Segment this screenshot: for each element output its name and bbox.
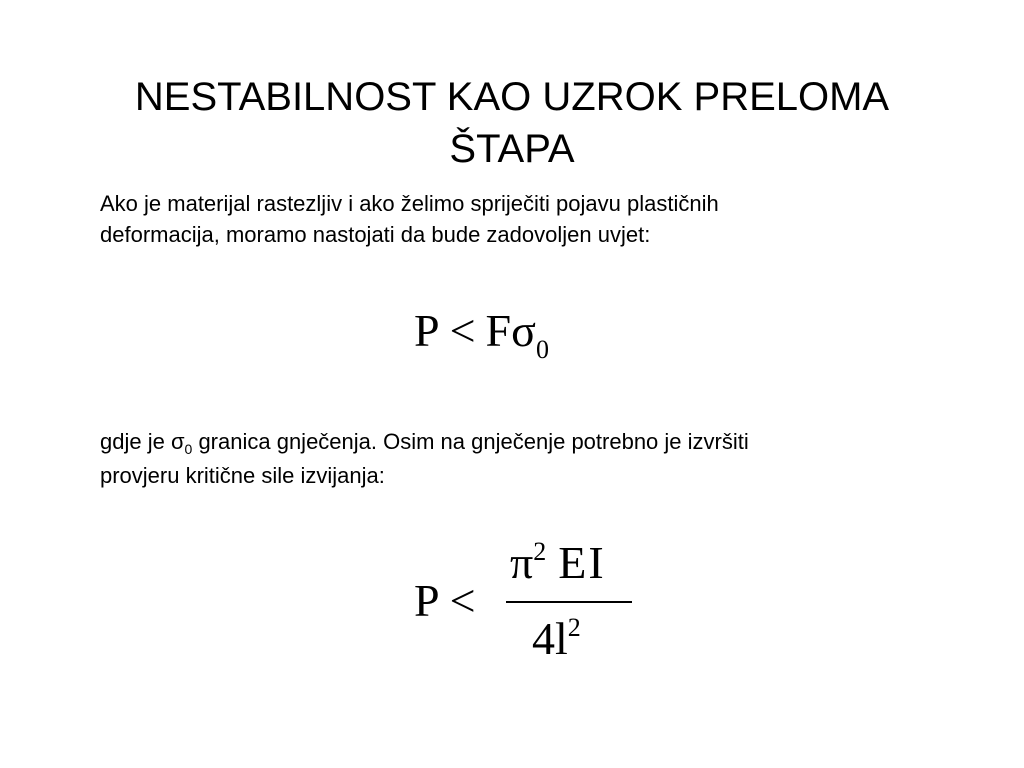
paragraph-intro-line-2: deformacija, moramo nastojati da bude zadovoljen uvjet:	[100, 222, 651, 247]
paragraph-intro-line-1: Ako je materijal rastezljiv i ako želimo spriječiti pojavu plastičnih	[100, 191, 719, 216]
formula2-pi-exponent: 2	[533, 537, 547, 566]
paragraph-buckling-line-2: provjeru kritične sile izvijanja:	[100, 463, 385, 488]
formula2-relation: <	[449, 575, 476, 626]
formula2-denominator-base: 4l	[532, 613, 568, 664]
paragraph-buckling-text-a: gdje je σ	[100, 429, 185, 454]
paragraph-buckling-line-1	[100, 426, 960, 460]
slide-title	[0, 71, 1024, 175]
formula2-lhs: P	[414, 575, 440, 626]
formula2-denominator-exponent: 2	[567, 613, 581, 642]
formula2-ei: EI	[558, 537, 606, 588]
formula2-pi: π	[510, 537, 534, 588]
formula1-relation: <	[449, 305, 476, 356]
paragraph-buckling-text-b: granica gnječenja. Osim na gnječenje potrebno je izvršiti	[192, 429, 749, 454]
formula2-left-side	[414, 575, 476, 626]
formula1-subscript: 0	[535, 335, 549, 364]
formula2-denominator	[532, 613, 581, 669]
formula1-lhs: P	[414, 305, 440, 356]
formula2-fraction-bar	[506, 601, 632, 603]
formula2-numerator	[510, 537, 606, 593]
paragraph-buckling-subscript: 0	[184, 441, 193, 457]
paragraph-intro	[100, 188, 960, 250]
formula1-rhs: Fσ	[485, 305, 536, 356]
title-line-2: ŠTAPA	[449, 126, 575, 171]
formula-yield-condition	[414, 305, 549, 364]
title-line-1: NESTABILNOST KAO UZROK PRELOMA	[134, 74, 890, 119]
paragraph-buckling	[100, 426, 960, 491]
